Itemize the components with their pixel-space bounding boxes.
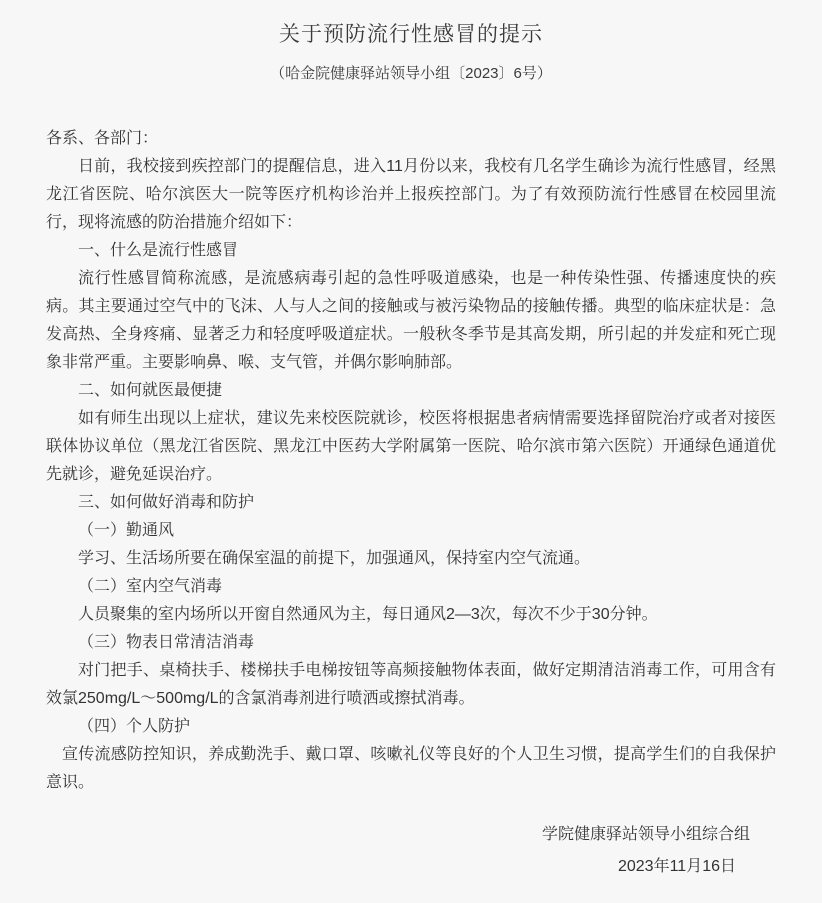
salutation: 各系、各部门： xyxy=(46,130,159,147)
paragraph: 日前，我校接到疾控部门的提醒信息，进入11月份以来，我校有几名学生确诊为流行性感冒，经黑龙江省医院、哈尔滨医大一院等医疗机构诊治并上报疾控部门。为了有效预防流行性感冒在校园里流行，现将流感的防治措施介绍如下： xyxy=(46,158,776,231)
signature-block xyxy=(46,819,776,883)
paragraph: 如有师生出现以上症状，建议先来校医院就诊，校医将根据患者病情需要选择留院治疗或者对接医联体协议单位（黑龙江省医院、黑龙江中医药大学附属第一医院、哈尔滨市第六医院）开通绿色通道优先就诊，避免延误治疗。 xyxy=(46,410,776,483)
date-line: 2023年11月16日 xyxy=(617,858,736,875)
sub-heading: （三）物表日常清洁消毒 xyxy=(78,634,255,651)
paragraph: 人员聚集的室内场所以开窗自然通风为主，每日通风2—3次，每次不少于30分钟。 xyxy=(78,606,658,623)
signature-line: 学院健康驿站领导小组综合组 xyxy=(541,826,750,843)
paragraph: 对门把手、桌椅扶手、楼梯扶手电梯按钮等高频接触物体表面，做好定期清洁消毒工作，可用含有效氯250mg/L～500mg/L的含氯消毒剂进行喷洒或擦拭消毒。 xyxy=(46,662,776,707)
document-body xyxy=(46,125,776,797)
section-heading: 一、什么是流行性感冒 xyxy=(78,242,239,259)
section-heading: 二、如何就医最便捷 xyxy=(78,382,223,399)
document-number: （哈金院健康驿站领导小组〔2023〕6号） xyxy=(270,65,552,82)
document-title: 关于预防流行性感冒的提示 xyxy=(279,22,543,46)
sub-heading: （一）勤通风 xyxy=(78,522,175,539)
section-heading: 三、如何做好消毒和防护 xyxy=(78,494,255,511)
paragraph-container xyxy=(46,153,776,797)
paragraph: 流行性感冒简称流感，是流感病毒引起的急性呼吸道感染，也是一种传染性强、传播速度快的疾病。其主要通过空气中的飞沫、人与人之间的接触或与被污染物品的接触传播。典型的临床症状是：急发高热、全身疼痛、显著乏力和轻度呼吸道症状。一般秋冬季节是其高发期，所引起的并发症和死亡现象非常严重。主要影响鼻、喉、支气管，并偶尔影响肺部。 xyxy=(46,270,776,371)
paragraph: 宣传流感防控知识，养成勤洗手、戴口罩、咳嗽礼仪等良好的个人卫生习惯，提高学生们的自我保护意识。 xyxy=(46,746,776,791)
sub-heading: （四）个人防护 xyxy=(78,718,191,735)
sub-heading: （二）室内空气消毒 xyxy=(78,578,223,595)
paragraph: 学习、生活场所要在确保室温的前提下，加强通风，保持室内空气流通。 xyxy=(78,550,591,567)
